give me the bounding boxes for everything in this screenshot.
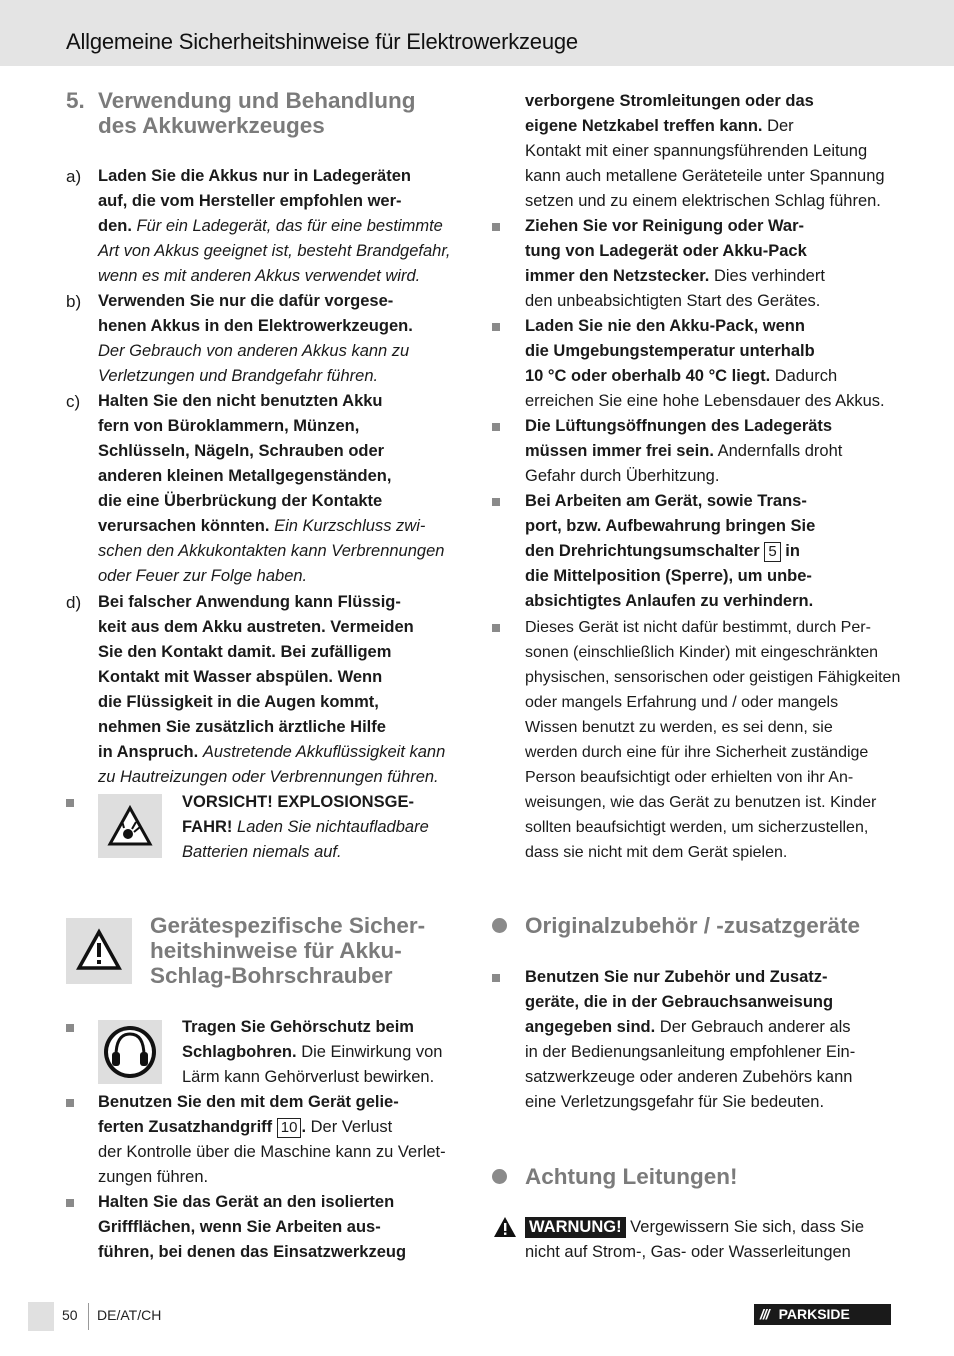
bullet-square [66,1024,74,1032]
page-header [0,0,954,66]
accessories-title: Originalzubehör / -zusatzgeräte [525,913,861,938]
footer-region: DE/AT/CH [97,1307,162,1323]
item-d-text: Bei falscher Anwendung kann Flüssig- keit aus dem Akku austreten. Vermeiden Sie den Kontakt damit. Bei zufälligem Kontakt mit Wasser abspülen. Wenn die Flüssigkeit in die Augen kommt, nehmen Sie zusätzlich ärztliche Hilfe in Anspruch. Austretende Akkuflüssigkeit kann zu Hautreizungen oder Verbrennungen führen. [98,593,446,786]
handle-text: Benutzen Sie den mit dem Gerät gelie- ferten Zusatzhandgriff 10 . Der Verlust der Kontrolle über die Maschine kann zu Verlet- zungen führen. [98,1093,446,1186]
bullet-square [66,799,74,807]
footer-tab [28,1302,54,1331]
temperature-text: Laden Sie nie den Akku-Pack, wenn die Umgebungstemperatur unterhalb 10 °C oder oberhalb 40 °C liegt. Dadurch erreichen Sie eine hohe Lebensdauer des Akkus. [525,317,885,410]
continued-text: verborgene Stromleitungen oder das eigene Netzkabel treffen kann. Der Kontakt mit einer spannungsführenden Leitung kann auch metallene Geräteteile unter Spannung setzen und zu einem elektrischen Schlag führen. [525,92,885,210]
accessories-text: Benutzen Sie nur Zubehör und Zusatz- geräte, die in der Gebrauchsanweisung angegeben sind. Der Gebrauch anderer als in der Bedienungsanleitung empfohlener Ein- satzwerkzeuge oder anderen Zubehörs kann eine Verletzungsgefahr für Sie bedeuten. [525,968,856,1111]
bullet-square [66,1099,74,1107]
item-label-c: c) [66,392,81,411]
device-section-title: Gerätespezifische Sicher- heitshinweise für Akku- Schlag-Bohrschrauber [150,913,426,988]
part-ref-5: 5 [764,542,780,562]
part-ref-10: 10 [277,1118,302,1138]
warning-label: WARNUNG! [525,1217,626,1238]
warning-small-icon [493,1216,517,1243]
bullet-square [492,498,500,506]
footer-divider [88,1303,89,1330]
lines-title: Achtung Leitungen! [525,1164,738,1189]
bullet-dot [492,918,507,933]
explosion-warning-icon [98,794,162,858]
explosion-text: VORSICHT! EXPLOSIONSGE- FAHR! Laden Sie nichtaufladbare Batterien niemals auf. [182,793,429,861]
hearing-text: Tragen Sie Gehörschutz beim Schlagbohren. Die Einwirkung von Lärm kann Gehörverlust bewirken. [182,1018,443,1086]
parkside-logo: /// PARKSIDE [754,1304,891,1325]
section-title-line-1: Verwendung und Behandlung [98,88,416,113]
section-number: 5. [66,88,85,113]
page-number: 50 [62,1307,78,1323]
page-title: Allgemeine Sicherheitshinweise für Elektrowerkzeuge [66,29,578,54]
bullet-dot [492,1169,507,1184]
warning-triangle-icon [66,918,132,984]
persons-text: Dieses Gerät ist nicht dafür bestimmt, durch Per- sonen (einschließlich Kinder) mit eingeschränkten physischen, sensorischen oder geistigen Fähigkeiten oder mangels Erfahrung und / oder mangels Wissen benutzt zu werden, es sei denn, sie werden durch eine für ihre Sicherheit zuständige Person beaufsichtigt oder erhielten von ihr An- weisungen, wie das Gerät zu benutzen ist. Kinder sollten beaufsichtigt werden, um sicherzustellen, dass sie nicht mit dem Gerät spielen. [525,619,901,861]
item-b-text: Verwenden Sie nur die dafür vorgese- henen Akkus in den Elektrowerkzeugen. Der Gebrauch von anderen Akkus kann zu Verletzungen und Brandgefahr führen. [98,292,413,385]
warning-text: WARNUNG! Vergewissern Sie sich, dass Sie nicht auf Strom-, Gas- oder Wasserleitungen [525,1218,865,1261]
item-label-b: b) [66,292,82,311]
bullet-square [492,974,500,982]
bullet-square [492,223,500,231]
item-c-text: Halten Sie den nicht benutzten Akku fern von Büroklammern, Münzen, Schlüsseln, Nägeln, Schrauben oder anderen kleinen Metallgegenständen, die eine Überbrückung der Kontakte verursachen könnten. Ein Kurzschluss zwi- schen den Akkukontakten kann Verbrennungen oder Feuer zur Folge haben. [98,392,445,585]
bullet-square [492,323,500,331]
switch-text: Bei Arbeiten am Gerät, sowie Trans- port, bzw. Aufbewahrung bringen Sie den Drehrichtungsumschalter 5 in die Mittelposition (Sperre), um unbe- absichtigtes Anlaufen zu verhindern. [525,492,816,610]
bullet-square [492,624,500,632]
vent-text: Die Lüftungsöffnungen des Ladegeräts müssen immer frei sein. Andernfalls droht Gefahr durch Überhitzung. [525,417,843,485]
item-a-text: Laden Sie die Akkus nur in Ladegeräten auf, die vom Hersteller empfohlen wer- den. Für ein Ladegerät, das für eine bestimmte Art von Akkus geeignet ist, besteht Brandgefahr, wenn es mit anderen Akkus verwendet wird. [98,167,451,285]
bullet-square [492,423,500,431]
clean-text: Ziehen Sie vor Reinigung oder War- tung von Ladegerät oder Akku-Pack immer den Netzstecker. Dies verhindert den unbeabsichtigten Start des Gerätes. [525,217,825,310]
item-label-d: d) [66,593,82,612]
grip-text: Halten Sie das Gerät an den isolierten Griffflächen, wenn Sie Arbeiten aus- führen, bei denen das Einsatzwerkzeug [98,1193,407,1261]
bullet-square [66,1199,74,1207]
item-label-a: a) [66,167,82,186]
section-title-line-2: des Akkuwerkzeuges [98,113,325,138]
hearing-protection-icon [98,1020,162,1084]
